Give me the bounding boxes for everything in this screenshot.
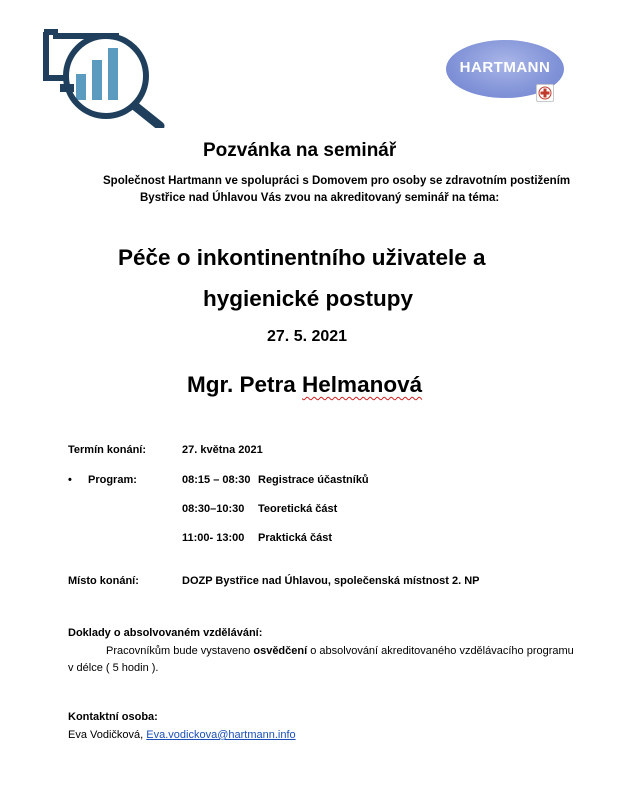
certificate-text-after: o absolvování akreditovaného vzdělávacího programu bbox=[307, 645, 574, 657]
program-time-2: 08:30–10:30 bbox=[182, 503, 245, 515]
seminar-date: 27. 5. 2021 bbox=[267, 328, 348, 345]
program-time-1: 08:15 – 08:30 bbox=[182, 474, 251, 486]
place-label: Místo konání: bbox=[68, 575, 139, 587]
contact-heading: Kontaktní osoba: bbox=[68, 711, 158, 723]
speaker-surname: Helmanová bbox=[302, 372, 423, 397]
certificate-text-line-2: v délce ( 5 hodin ). bbox=[68, 662, 159, 674]
speaker-prefix: Mgr. Petra bbox=[187, 372, 303, 397]
hartmann-logo-text: HARTMANN bbox=[459, 59, 551, 76]
program-item-2: Teoretická část bbox=[258, 503, 338, 515]
program-label: Program: bbox=[88, 474, 137, 486]
contact-line bbox=[68, 729, 296, 741]
contact-name: Eva Vodičková, bbox=[68, 729, 147, 741]
analytics-logo-icon bbox=[42, 26, 168, 128]
contact-email-link[interactable]: Eva.vodickova@hartmann.info bbox=[146, 729, 296, 741]
certificate-text-before: Pracovníkům bude vystaveno bbox=[106, 645, 254, 657]
invitation-heading: Pozvánka na seminář bbox=[203, 140, 397, 161]
place-value: DOZP Bystřice nad Úhlavou, společenská místnost 2. NP bbox=[182, 575, 480, 587]
program-time-3: 11:00- 13:00 bbox=[182, 532, 245, 544]
term-value: 27. května 2021 bbox=[182, 444, 263, 456]
certificate-heading: Doklady o absolvovaném vzdělávání: bbox=[68, 627, 263, 639]
program-item-3: Praktická část bbox=[258, 532, 332, 544]
program-bullet: • bbox=[68, 474, 72, 486]
program-item-1: Registrace účastníků bbox=[258, 474, 369, 486]
hartmann-cross-icon bbox=[536, 84, 554, 102]
hartmann-logo bbox=[446, 38, 566, 102]
seminar-title-line-1: Péče o inkontinentního uživatele a bbox=[118, 245, 486, 270]
term-label: Termín konání: bbox=[68, 444, 147, 456]
intro-line-2: Bystřice nad Úhlavou Vás zvou na akreditovaný seminář na téma: bbox=[140, 192, 500, 204]
seminar-title-line-2: hygienické postupy bbox=[203, 286, 414, 311]
intro-line-1: Společnost Hartmann ve spolupráci s Domovem pro osoby se zdravotním postižením bbox=[103, 175, 571, 187]
certificate-text-bold: osvědčení bbox=[253, 645, 308, 657]
certificate-text-line-1 bbox=[106, 645, 574, 657]
speaker-name bbox=[187, 372, 422, 398]
